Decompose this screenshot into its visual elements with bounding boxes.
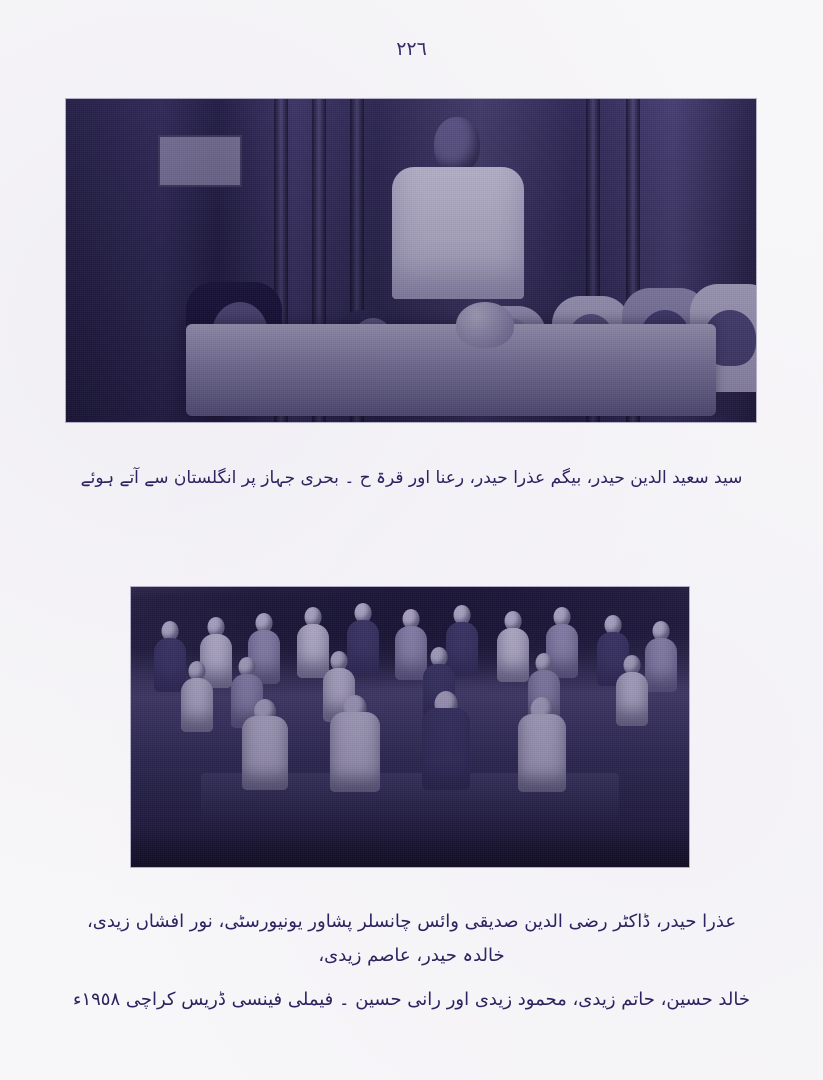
photo-bottom-grain (131, 587, 689, 867)
caption-line-2: خالد حسین، حاتم زیدی، محمود زیدی اور رانی حسین ۔ فیملی فینسی ڈریس کراچی ١٩٥٨ء (73, 989, 750, 1011)
caption-photo-bottom (70, 905, 753, 1018)
photo-top-grain (66, 99, 756, 422)
caption-photo-top: سید سعید الدین حیدر، بیگم عذرا حیدر، رعنا اور قرۃ ح ۔ بحری جہاز پر انگلستان سے آتے ہوئے (80, 468, 743, 488)
page-number: ٢٢٦ (396, 38, 427, 60)
caption-line-1: عذرا حیدر، ڈاکٹر رضی الدین صدیقی وائس چانسلر پشاور یونیورسٹی، نور افشاں زیدی، خالدہ حیدر، عاصم زیدی، (86, 911, 737, 967)
photograph-bottom (131, 587, 689, 867)
photograph-top (66, 99, 756, 422)
